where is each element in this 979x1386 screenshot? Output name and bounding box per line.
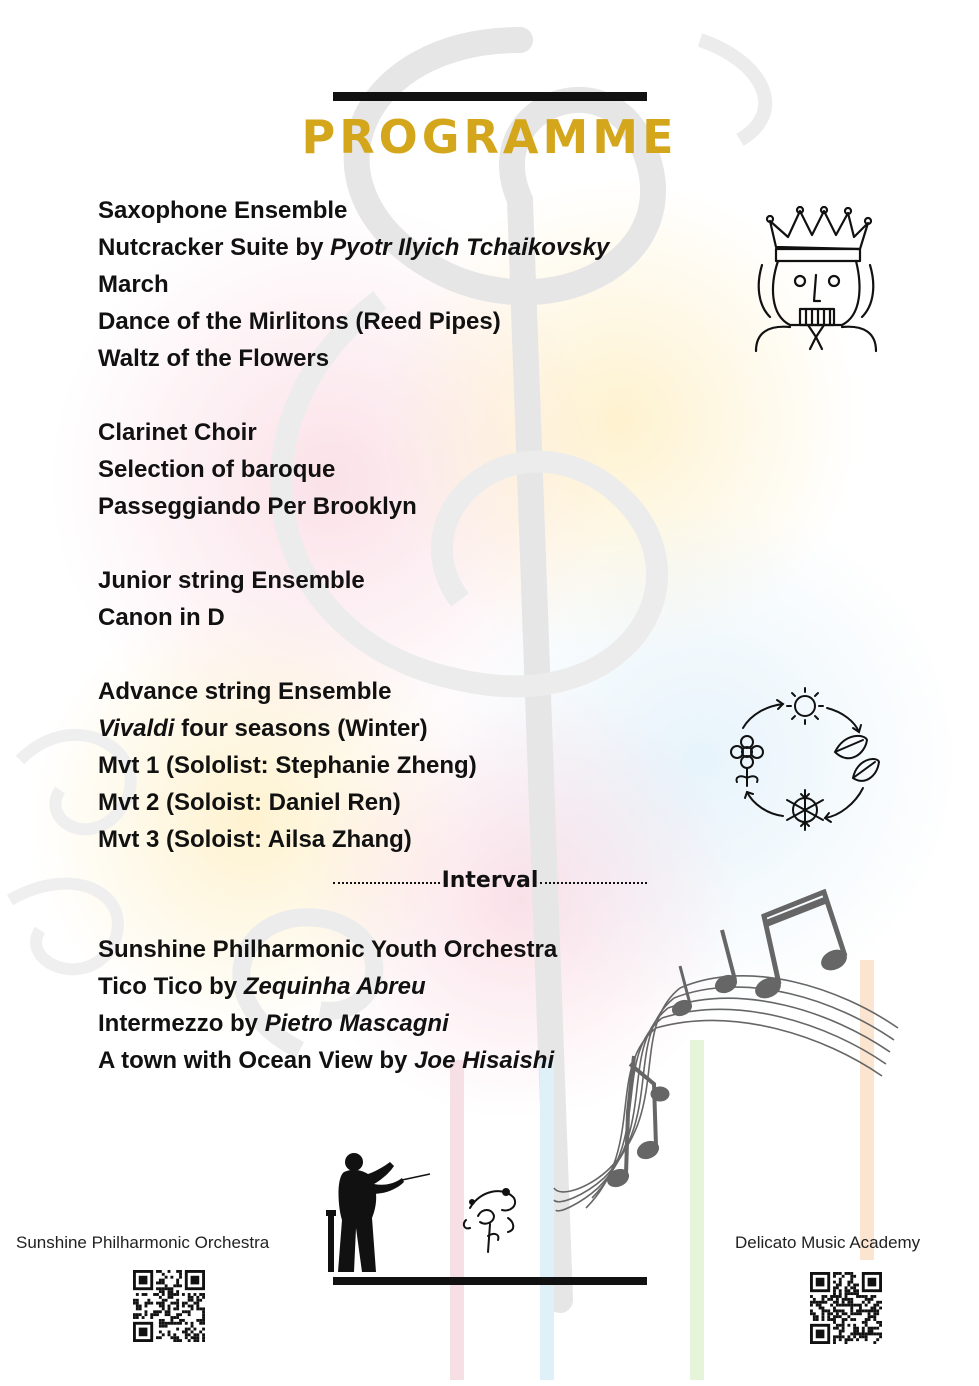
- section-gap: [98, 377, 718, 414]
- conductor-silhouette-icon: [324, 1148, 434, 1282]
- line-text: Intermezzo by: [98, 1010, 265, 1037]
- section-gap: [98, 636, 718, 673]
- programme-line: [98, 303, 718, 340]
- line-text: Canon in D: [98, 604, 225, 631]
- composer-name: Joe Hisaishi: [414, 1047, 555, 1074]
- top-rule: [333, 92, 647, 101]
- line-text: Mvt 3 (Soloist: Ailsa Zhang): [98, 826, 412, 853]
- programme-list: [98, 192, 718, 858]
- line-text: Mvt 2 (Soloist: Daniel Ren): [98, 789, 401, 816]
- programme-line: [98, 266, 718, 303]
- dotted-line-left: [333, 882, 440, 884]
- programme-line: [98, 673, 718, 710]
- line-text: Clarinet Choir: [98, 419, 257, 446]
- bottom-rule: [333, 1277, 647, 1285]
- programme-line: [98, 451, 718, 488]
- interval-label: Interval: [441, 867, 539, 893]
- programme-line: [98, 192, 718, 229]
- page-title: PROGRAMME: [301, 110, 678, 164]
- programme-line: [98, 562, 718, 599]
- programme-line: [98, 488, 718, 525]
- section-gap: [98, 525, 718, 562]
- line-text: Dance of the Mirlitons (Reed Pipes): [98, 308, 501, 335]
- nutcracker-icon: [750, 205, 882, 353]
- academy-logo-icon: [458, 1180, 524, 1256]
- line-text: Nutcracker Suite by: [98, 234, 331, 261]
- four-seasons-cycle-icon: [725, 682, 885, 838]
- programme-line: [98, 414, 718, 451]
- programme-line: [98, 229, 718, 266]
- music-notes-staff-icon: [550, 888, 900, 1228]
- composer-name: Vivaldi: [98, 715, 175, 742]
- composer-name: Pietro Mascagni: [264, 1010, 449, 1037]
- programme-line: [98, 599, 718, 636]
- line-text: Mvt 1 (Sololist: Stephanie Zheng): [98, 752, 477, 779]
- line-text: Waltz of the Flowers: [98, 345, 330, 372]
- line-text: A town with Ocean View by: [98, 1047, 415, 1074]
- programme-line: [98, 784, 718, 821]
- programme-line: [98, 747, 718, 784]
- line-text: Junior string Ensemble: [98, 567, 365, 594]
- qr-code-icon[interactable]: [133, 1270, 205, 1342]
- line-text: March: [98, 271, 169, 298]
- qr-code-icon[interactable]: [810, 1272, 882, 1344]
- line-text: Saxophone Ensemble: [98, 197, 348, 224]
- programme-line: [98, 340, 718, 377]
- line-text: Advance string Ensemble: [98, 678, 392, 705]
- programme-line: [98, 821, 718, 858]
- composer-name: Pyotr Ilyich Tchaikovsky: [330, 234, 610, 261]
- footer-academy-name: Delicato Music Academy: [735, 1233, 921, 1252]
- composer-name: Zequinha Abreu: [243, 973, 426, 1000]
- line-text: four seasons (Winter): [174, 715, 428, 742]
- line-text: Tico Tico by: [98, 973, 244, 1000]
- line-text: Selection of baroque: [98, 456, 336, 483]
- programme-line: [98, 710, 718, 747]
- footer-orchestra-name: Sunshine Philharmonic Orchestra: [16, 1233, 270, 1252]
- dotted-line-right: [540, 882, 647, 884]
- line-text: Passeggiando Per Brooklyn: [98, 493, 417, 520]
- line-text: Sunshine Philharmonic Youth Orchestra: [98, 936, 558, 963]
